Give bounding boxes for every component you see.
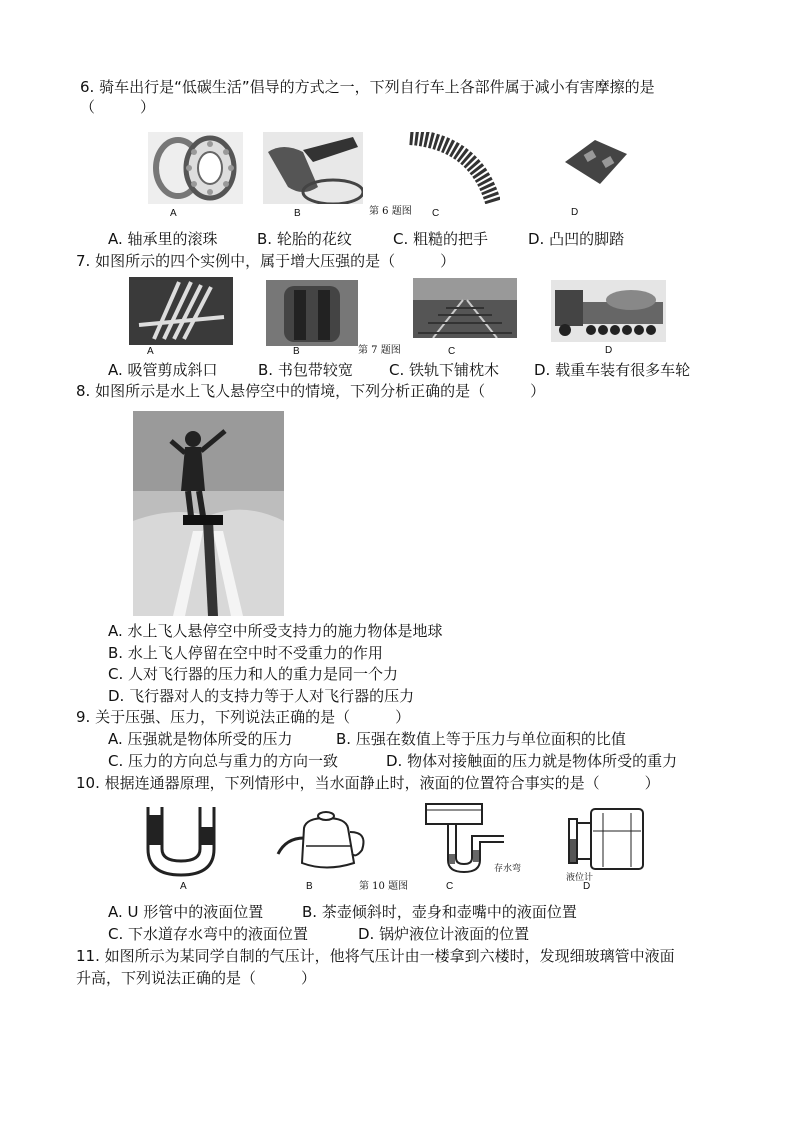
q7-label-d: D [605, 345, 613, 356]
q6-option-d: D. 凸凹的脚踏 [528, 230, 625, 248]
q10-gauge-label: 液位计 [566, 873, 594, 883]
q6-label-b: B [294, 208, 301, 219]
q7-image-d-truck [551, 280, 666, 342]
q7-figure-caption: 第 7 题图 [358, 345, 401, 356]
q7-label-b: B [293, 346, 300, 357]
q8-option-c: C. 人对飞行器的压力和人的重力是同一个力 [108, 665, 399, 683]
q6-image-c-tire [405, 132, 500, 204]
q6-label-c: C [432, 208, 440, 219]
q7-option-a: A. 吸管剪成斜口 [108, 361, 218, 379]
q7-stem: 7. 如图所示的四个实例中，属于增大压强的是（ ） [76, 252, 456, 270]
q6-stem-line2: （ ） [80, 98, 156, 116]
q8-image-flyboard [133, 411, 284, 616]
q6-image-a-bearing [148, 132, 243, 204]
q8-stem: 8. 如图所示是水上飞人悬停空中的情境，下列分析正确的是（ ） [76, 382, 546, 400]
q11-stem-line2: 升高，下列说法正确的是（ ） [76, 969, 317, 987]
q9-option-a: A. 压强就是物体所受的压力 [108, 730, 293, 748]
q9-stem: 9. 关于压强、压力，下列说法正确的是（ ） [76, 708, 411, 726]
q10-option-d: D. 锅炉液位计液面的位置 [358, 925, 530, 943]
q9-option-d: D. 物体对接触面的压力就是物体所受的重力 [386, 752, 678, 770]
q6-stem-line1: 6. 骑车出行是“低碳生活”倡导的方式之一，下列自行车上各部件属于减小有害摩擦的是 [80, 78, 655, 96]
q10-image-d-boiler-gauge [563, 805, 649, 873]
q10-option-a: A. U 形管中的液面位置 [108, 903, 264, 921]
q6-label-a: A [170, 208, 177, 219]
q10-trap-label: 存水弯 [494, 864, 522, 874]
q10-image-b-teapot [276, 808, 368, 874]
q7-label-c: C [448, 346, 456, 357]
q10-label-d: D [583, 881, 591, 892]
q10-figure-caption: 第 10 题图 [359, 881, 409, 892]
q7-image-c-railway [413, 278, 517, 338]
q8-option-a: A. 水上飞人悬停空中所受支持力的施力物体是地球 [108, 622, 443, 640]
q7-image-a-straws [129, 277, 233, 345]
q10-label-c: C [446, 881, 454, 892]
q8-option-b: B. 水上飞人停留在空中时不受重力的作用 [108, 644, 383, 662]
q7-option-c: C. 铁轨下铺枕木 [389, 361, 500, 379]
q10-option-b: B. 茶壶倾斜时，壶身和壶嘴中的液面位置 [302, 903, 577, 921]
q8-option-d: D. 飞行器对人的支持力等于人对飞行器的压力 [108, 687, 415, 705]
q10-stem: 10. 根据连通器原理，下列情形中，当水面静止时，液面的位置符合事实的是（ ） [76, 774, 660, 792]
q6-option-c: C. 粗糙的把手 [393, 230, 489, 248]
q11-stem-line1: 11. 如图所示为某同学自制的气压计，他将气压计由一楼拿到六楼时，发现细玻璃管中液面 [76, 947, 675, 965]
q10-label-a: A [180, 881, 187, 892]
q7-option-d: D. 载重车装有很多车轮 [534, 361, 691, 379]
q6-label-d: D [571, 207, 579, 218]
q6-image-d-pedal [555, 132, 635, 192]
q7-image-b-schoolbag [266, 280, 358, 346]
q7-label-a: A [147, 346, 154, 357]
q6-image-b-handle [263, 132, 363, 204]
q9-option-b: B. 压强在数值上等于压力与单位面积的比值 [336, 730, 626, 748]
q10-option-c: C. 下水道存水弯中的液面位置 [108, 925, 309, 943]
q6-option-b: B. 轮胎的花纹 [257, 230, 352, 248]
q6-option-a: A. 轴承里的滚珠 [108, 230, 218, 248]
q10-label-b: B [306, 881, 313, 892]
q9-option-c: C. 压力的方向总与重力的方向一致 [108, 752, 339, 770]
q10-image-a-u-tube [140, 805, 222, 879]
q6-figure-caption: 第 6 题图 [369, 206, 412, 217]
q7-option-b: B. 书包带较宽 [258, 361, 353, 379]
